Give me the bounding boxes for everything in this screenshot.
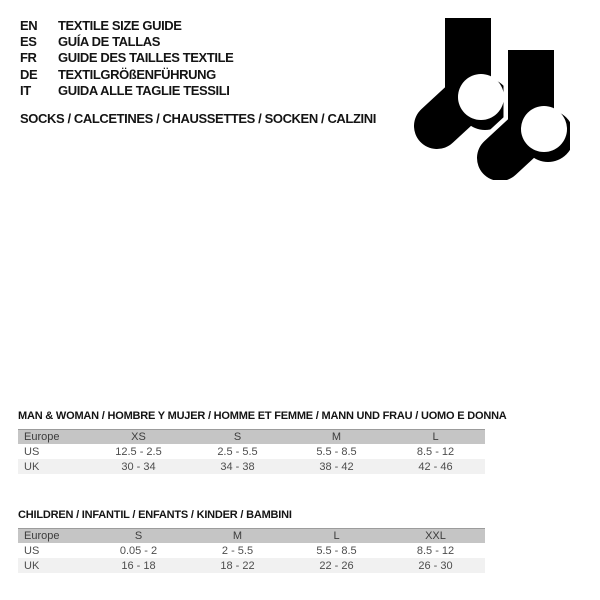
row-label: UK [24, 460, 40, 473]
language-row-en [20, 17, 233, 33]
size-table-children [18, 509, 485, 573]
size-column-header: L [386, 430, 485, 445]
size-value-cell: 42 - 46 [418, 460, 453, 473]
size-value-cell: 26 - 30 [418, 559, 453, 572]
size-value-cell: 34 - 38 [220, 460, 255, 473]
row-label: US [24, 445, 40, 458]
size-value-cell: 16 - 18 [121, 559, 156, 572]
sock-back [437, 18, 511, 130]
size-value-cell: 8.5 - 12 [416, 445, 455, 458]
language-title-list [20, 17, 233, 99]
guide-title-fr: GUIDE DES TAILLES TEXTILE [58, 50, 234, 66]
size-column-header: M [188, 529, 287, 544]
size-grid-adult [18, 429, 485, 474]
region-column-header: Europe [18, 430, 89, 445]
table-row [18, 558, 485, 573]
size-value-cell: 8.5 - 12 [416, 544, 455, 557]
language-code: IT [20, 83, 31, 99]
language-code: DE [20, 66, 38, 82]
size-column-header: M [287, 430, 386, 445]
guide-title-en: TEXTILE SIZE GUIDE [58, 17, 182, 33]
table-row [18, 444, 485, 459]
guide-title-it: GUIDA ALLE TAGLIE TESSILI [58, 83, 230, 99]
guide-title-de: TEXTILGRÖßENFÜHRUNG [58, 66, 216, 82]
header-row [18, 529, 485, 544]
table-row [18, 459, 485, 474]
size-column-header: L [287, 529, 386, 544]
table-title-adult: MAN & WOMAN / HOMBRE Y MUJER / HOMME ET FEMME / MANN UND FRAU / UOMO E DONNA [18, 410, 507, 422]
language-code: EN [20, 17, 38, 33]
size-value-cell: 22 - 26 [319, 559, 354, 572]
size-value-cell: 5.5 - 8.5 [316, 544, 357, 557]
size-value-cell: 5.5 - 8.5 [316, 445, 357, 458]
guide-title-es: GUÍA DE TALLAS [58, 34, 161, 50]
size-value-cell: 12.5 - 2.5 [115, 445, 162, 458]
size-value-cell: 2 - 5.5 [221, 544, 254, 557]
language-row-es [20, 33, 233, 49]
sock-front [500, 50, 570, 162]
language-code: ES [20, 34, 37, 50]
heel-cutout [458, 74, 504, 120]
category-title: SOCKS / CALCETINES / CHAUSSETTES / SOCKEN / CALZINI [20, 111, 376, 126]
size-value-cell: 2.5 - 5.5 [217, 445, 258, 458]
row-label: UK [24, 559, 40, 572]
size-column-header: S [89, 529, 188, 544]
row-label: US [24, 544, 40, 557]
size-value-cell: 30 - 34 [121, 460, 156, 473]
size-value-cell: 38 - 42 [319, 460, 354, 473]
size-table-adult [18, 410, 507, 474]
language-row-de [20, 66, 233, 82]
region-column-header: Europe [18, 529, 89, 544]
size-column-header: XS [89, 430, 188, 445]
table-row [18, 543, 485, 558]
size-column-header: S [188, 430, 287, 445]
size-column-header: XXL [386, 529, 485, 544]
size-value-cell: 0.05 - 2 [119, 544, 158, 557]
socks-icon [400, 8, 570, 180]
size-grid-children [18, 528, 485, 573]
language-row-it [20, 83, 233, 99]
language-row-fr [20, 50, 233, 66]
size-value-cell: 18 - 22 [220, 559, 255, 572]
table-title-children: CHILDREN / INFANTIL / ENFANTS / KINDER / BAMBINI [18, 509, 292, 521]
heel-cutout [521, 106, 567, 152]
language-code: FR [20, 50, 37, 66]
header-row [18, 430, 485, 445]
